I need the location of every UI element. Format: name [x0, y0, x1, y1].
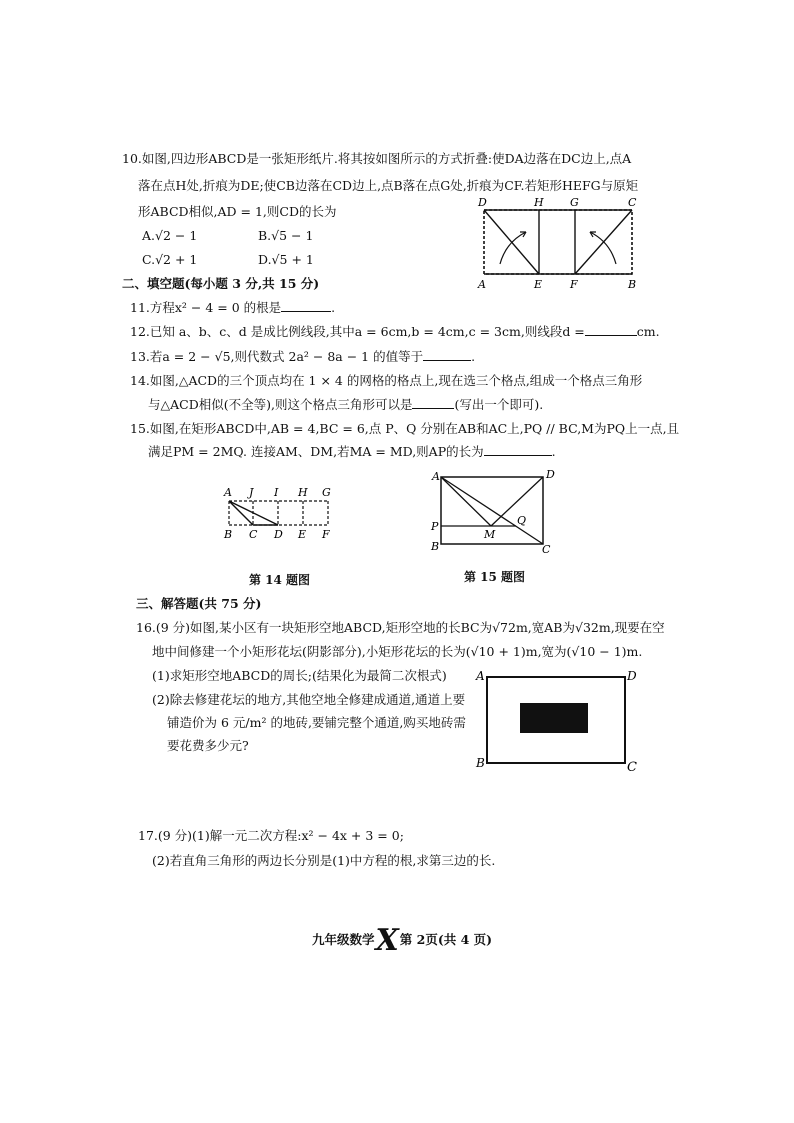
q15-answer-blank[interactable]: [484, 443, 552, 456]
q14-label-a: A: [224, 486, 232, 499]
q16-part2-line2: 铺造价为 6 元/m² 的地砖,要铺完整个通道,购买地砖需: [167, 715, 466, 730]
q11-end: .: [331, 300, 336, 315]
section3-title: 三、解答题(共 75 分): [136, 596, 262, 611]
q14-label-i: I: [274, 486, 279, 499]
q10-label-e: E: [534, 278, 543, 291]
q10-option-a: A.√2 − 1: [142, 228, 198, 243]
q16-part1: (1)求矩形空地ABCD的周长;(结果化为最简二次根式): [152, 668, 447, 683]
footer-subject: 九年级数学: [312, 932, 375, 947]
q15-line1: 15.如图,在矩形ABCD中,AB = 4,BC = 6,点 P、Q 分别在AB和AC上,PQ // BC,M为PQ上一点,且: [130, 421, 680, 436]
q13-answer-blank[interactable]: [423, 348, 471, 361]
q10-label-d: D: [478, 196, 487, 209]
q15-label-d: D: [546, 468, 555, 481]
q10-label-b: B: [628, 278, 637, 291]
q15-line2: [148, 443, 556, 461]
q14-label-b: B: [224, 528, 233, 541]
flower-bed: [520, 703, 588, 733]
q14-line2: [148, 396, 543, 414]
q16-label-a: A: [476, 669, 485, 683]
q10-line1: 10.如图,四边形ABCD是一张矩形纸片.将其按如图所示的方式折叠:使DA边落在DC边上,点A: [122, 151, 632, 166]
q16-line1: 16.(9 分)如图,某小区有一块矩形空地ABCD,矩形空地的长BC为√72m,宽AB为√32m,现要在空: [136, 620, 665, 635]
q13-text: 13.若a = 2 − √5,则代数式 2a² − 8a − 1 的值等于: [130, 349, 424, 364]
q16-part2-line1: (2)除去修建花坛的地方,其他空地全修建成通道,通道上要: [152, 692, 466, 707]
q12-end: cm.: [636, 324, 660, 339]
q10-option-d: D.√5 + 1: [258, 252, 314, 267]
q15-figure: [424, 462, 564, 558]
footer-page-number: 第 2页(共 4 页): [399, 932, 493, 947]
q14-answer-blank[interactable]: [412, 396, 454, 409]
q14-line2-text: 与△ACD相似(不全等),则这个格点三角形可以是: [148, 397, 413, 412]
q15-label-a: A: [432, 470, 440, 483]
q14-figure: [218, 484, 342, 544]
q10-option-c: C.√2 + 1: [142, 252, 198, 267]
q10-label-f: F: [570, 278, 578, 291]
q10-figure: [470, 196, 650, 292]
brand-logo-x: X: [375, 923, 399, 958]
q10-label-g: G: [570, 196, 579, 209]
q15-label-b: B: [431, 540, 440, 553]
q13: [130, 348, 475, 366]
q10-label-h: H: [534, 196, 544, 209]
q15-label-q: Q: [517, 514, 527, 527]
q16-label-c: C: [627, 760, 637, 775]
q15-caption: 第 15 题图: [464, 570, 526, 584]
q14-line1: 14.如图,△ACD的三个顶点均在 1 × 4 的网格的格点上,现在选三个格点,组成一个格点三角形: [130, 373, 643, 388]
q16-line2: 地中间修建一个小矩形花坛(阴影部分),小矩形花坛的长为(√10 + 1)m,宽为(√10 − 1)m.: [152, 644, 643, 659]
q10-label-c: C: [628, 196, 637, 209]
q14-label-d: D: [274, 528, 283, 541]
q11: [130, 299, 335, 317]
q14-line2-end: (写出一个即可).: [454, 397, 544, 412]
q15-end: .: [551, 444, 556, 459]
q15-label-m: M: [484, 528, 496, 541]
q14-caption: 第 14 题图: [249, 573, 311, 587]
q10-option-b: B.√5 − 1: [258, 228, 314, 243]
q17-line2: (2)若直角三角形的两边长分别是(1)中方程的根,求第三边的长.: [152, 853, 496, 868]
q14-label-j: J: [249, 486, 254, 499]
q14-label-h: H: [298, 486, 308, 499]
q16-label-d: D: [627, 669, 637, 683]
q14-label-e: E: [298, 528, 307, 541]
q15-label-p: P: [431, 520, 439, 533]
q16-figure: [470, 664, 646, 776]
q12-answer-blank[interactable]: [585, 323, 637, 336]
q14-label-c: C: [249, 528, 258, 541]
q12-text: 12.已知 a、b、c、d 是成比例线段,其中a = 6cm,b = 4cm,c = 3cm,则线段d =: [130, 324, 585, 339]
q10-line2: 落在点H处,折痕为DE;使CB边落在CD边上,点B落在点G处,折痕为CF.若矩形HEFG与原矩: [138, 178, 639, 193]
q12: [130, 323, 660, 341]
q10-line3: 形ABCD相似,AD = 1,则CD的长为: [138, 204, 337, 219]
q16-part2-line3: 要花费多少元?: [167, 738, 249, 753]
q13-end: .: [471, 349, 476, 364]
q10-label-a: A: [478, 278, 486, 291]
q15-label-c: C: [542, 543, 551, 556]
section2-title: 二、填空题(每小题 3 分,共 15 分): [122, 276, 320, 291]
q15-line2-text: 满足PM = 2MQ. 连接AM、DM,若MA = MD,则AP的长为: [148, 444, 484, 459]
page-footer: [312, 923, 493, 958]
q14-label-f: F: [322, 528, 330, 541]
q11-answer-blank[interactable]: [281, 299, 331, 312]
q17-line1: 17.(9 分)(1)解一元二次方程:x² − 4x + 3 = 0;: [138, 828, 404, 843]
q11-text: 11.方程x² − 4 = 0 的根是: [130, 300, 282, 315]
q16-label-b: B: [476, 756, 485, 770]
q14-label-g: G: [322, 486, 331, 499]
